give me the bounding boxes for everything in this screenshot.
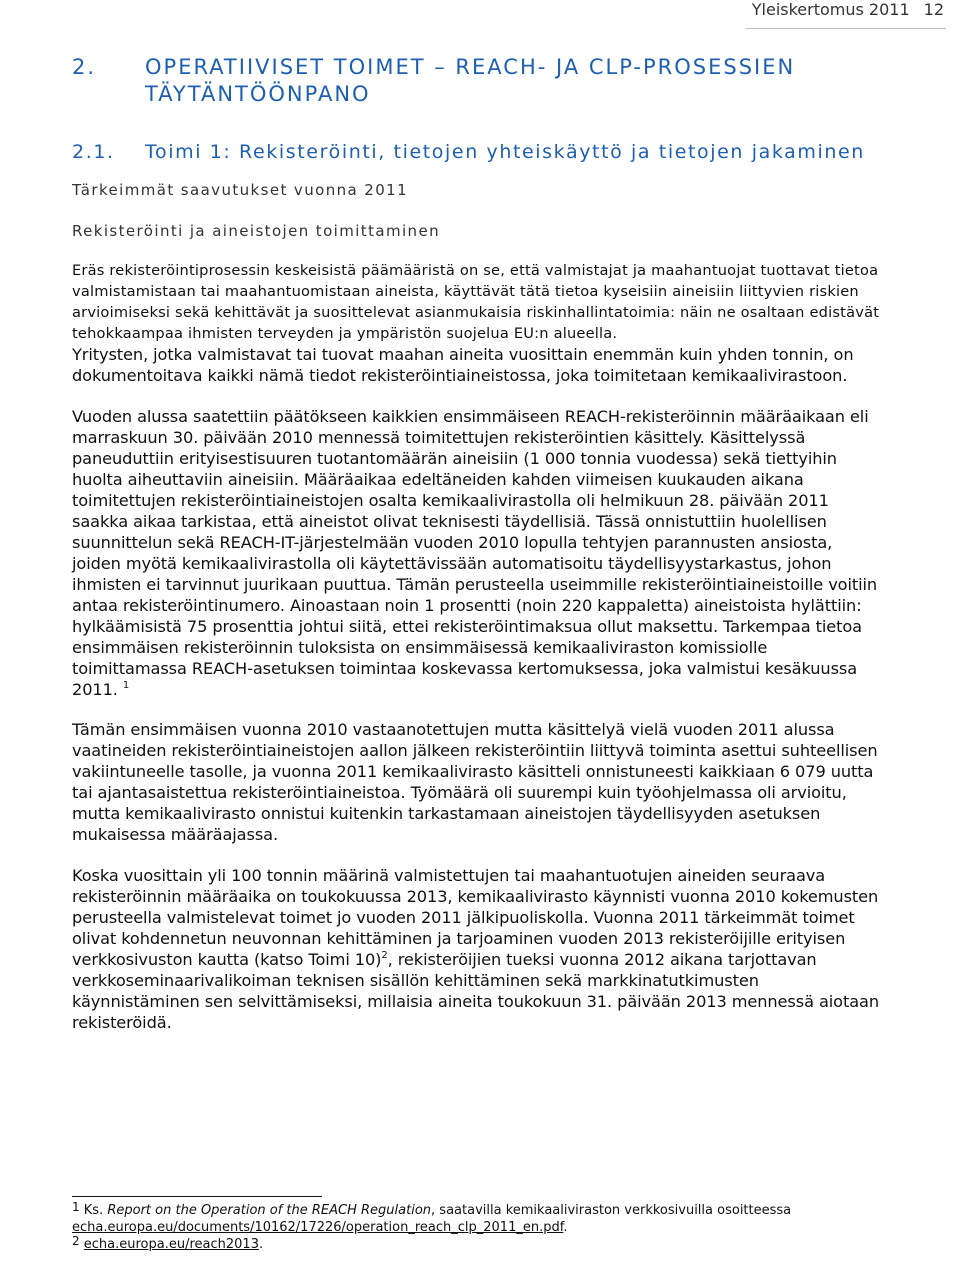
footnote-1 [72, 1202, 884, 1236]
paragraph-2-text: Vuoden alussa saatettiin päätökseen kaikkien ensimmäiseen REACH-rekisteröinnin määräaikaan eli marraskuun 30. päivään 2010 mennessä toimitettujen rekisteröintien käsittely. Käsittelyssä paneuduttiin erityisestisuuren tuotantomäärän aineisiin (1 000 tonnia vuodessa) sekä tiettyihin huolta aiheuttaviin aineisiin. Määräaikaa edeltäneiden kahden viimeisen kuukauden aikana toimitettujen rekisteröintiaineistojen osalta kemikaalivirastolla oli helmikuun 28. päivään 2011 saakka aikaa tarkistaa, että aineistot olivat teknisesti täydellisiä. Tässä onnistuttiin huolellisen suunnittelun sekä REACH-IT-järjestelmään vuoden 2010 lopulla tehtyjen parannusten ansiosta, joiden myötä kemikaalivirastolla oli käytettävissään automatisoitu täydellisyystarkastus, johon ihmisten ei tarvinnut juurikaan puuttua. Tämän perusteella useimmille rekisteröintiaineistoille voitiin antaa rekisteröintinumero. Ainoastaan noin 1 prosentti (noin 220 kappaletta) aineistoista hylättiin: hylkäämisistä 75 prosenttia johtui siitä, ettei rekisteröintimaksua ollut maksettu. Tarkempaa tietoa ensimmäisen rekisteröinnin tuloksista on ensimmäisessä kemikaaliviraston komissiolle toimittamassa REACH-asetuksen toimintaa koskevassa kertomuksessa, joka valmistui kesäkuussa 2011. [72, 407, 878, 699]
paragraph-4-text-b: , rekisteröijien tueksi vuonna 2012 aikana tarjottavan verkkoseminaarivalikoiman teknisen sisällön kehittäminen sekä markkinatutkimusten käynnistäminen sen selvittämiseksi, millaisia aineita toukokuun 31. päivään 2013 mennessä aiotaan rekisteröidä. [72, 950, 880, 1032]
subheading: Tärkeimmät saavutukset vuonna 2011 [72, 181, 409, 199]
paragraph-3: Tämän ensimmäisen vuonna 2010 vastaanotettujen mutta käsittelyä vielä vuoden 2011 alussa vaatineiden rekisteröintiaineistojen aallon jälkeen rekisteröintiin liittyvä toiminta asettui suhteellisen vakiintuneelle tasolle, ja vuonna 2011 kemikaalivirasto käsitteli onnistuneesti kaikkiaan 6 079 uutta tai ajantasaistettua rekisteröintiaineistoa. Työmäärä oli suurempi kuin työohjelmassa oli arvioitu, mutta kemikaalivirasto onnistui kuitenkin tarkastamaan aineistojen täydellisyyden asetuksen mukaisessa määräajassa. [72, 720, 878, 844]
footnote-ref-2[interactable]: 2 [381, 950, 388, 961]
main-content [72, 54, 884, 1033]
intro-paragraph: Eräs rekisteröintiprosessin keskeisistä päämääristä on se, että valmistajat ja maahantuojat tuottavat tietoa valmistamistaan tai maahantuomistaan aineista, käyttävät tätä tietoa kyseisiin aineisiin liittyvien riskien arvioimiseksi sekä kehittävät ja suosittelevat asianmukaisia riskinhallintatoimia: näin ne osaltaan edistävät tehokkaampaa ihmisten terveyden ja ympäristön suojelua EU:n alueella. [72, 262, 880, 342]
section-heading [72, 139, 884, 165]
footnote-divider [72, 1196, 322, 1197]
section-title: Toimi 1: Rekisteröinti, tietojen yhteiskäyttö ja tietojen jakaminen [145, 141, 865, 163]
footnote-marker: 1 [72, 1200, 80, 1214]
footnote-marker: 2 [72, 1234, 80, 1248]
chapter-number: 2. [72, 55, 97, 79]
footnote-suffix: . [563, 1220, 568, 1235]
chapter-title: OPERATIIVISET TOIMET – REACH- JA CLP-PROSESSIEN TÄYTÄNTÖÖNPANO [145, 55, 796, 106]
footnote-prefix: Ks. [83, 1203, 108, 1218]
footnote-2 [72, 1236, 884, 1253]
chapter-heading [72, 54, 884, 108]
page-number: 12 [923, 0, 944, 19]
paragraph-1: Yritysten, jotka valmistavat tai tuovat maahan aineita vuosittain enemmän kuin yhden tonnin, on dokumentoitava kaikki nämä tiedot rekisteröintiaineistossa, joka toimitetaan kemikaalivirastoon. [72, 345, 854, 385]
footnote-link[interactable]: echa.europa.eu/documents/10162/17226/operation_reach_clp_2011_en.pdf [72, 1220, 564, 1235]
subsubheading: Rekisteröinti ja aineistojen toimittaminen [72, 222, 440, 240]
footnote-suffix: . [258, 1237, 264, 1252]
footnote-link[interactable]: echa.europa.eu/reach2013 [83, 1237, 259, 1252]
paragraph-4-text-a: Koska vuosittain yli 100 tonnin määrinä valmistettujen tai maahantuotujen aineiden seuraava rekisteröinnin määräaika on toukokuussa 2013, kemikaalivirasto käynnisti vuonna 2010 kokemusten perusteella valmistelevat toimet jo vuoden 2011 jälkipuoliskolla. Vuonna 2011 tärkeimmät toimet olivat kohdennetun neuvonnan kehittäminen ja tarjoaminen vuoden 2013 rekisteröijille erityisen verkkosivuston kautta (katso Toimi 10) [72, 866, 879, 969]
paragraph-2 [72, 406, 884, 700]
report-title: Yleiskertomus 2011 [751, 0, 910, 19]
page-header [746, 0, 946, 29]
footnote-report-title: Report on the Operation of the REACH Regulation [107, 1203, 432, 1218]
footnotes [72, 1202, 884, 1253]
paragraph-4 [72, 865, 884, 1033]
footnote-ref-1[interactable]: 1 [122, 680, 130, 691]
section-number: 2.1. [72, 141, 115, 163]
footnote-text: , saatavilla kemikaaliviraston verkkosivuilla osoitteessa [431, 1203, 792, 1218]
